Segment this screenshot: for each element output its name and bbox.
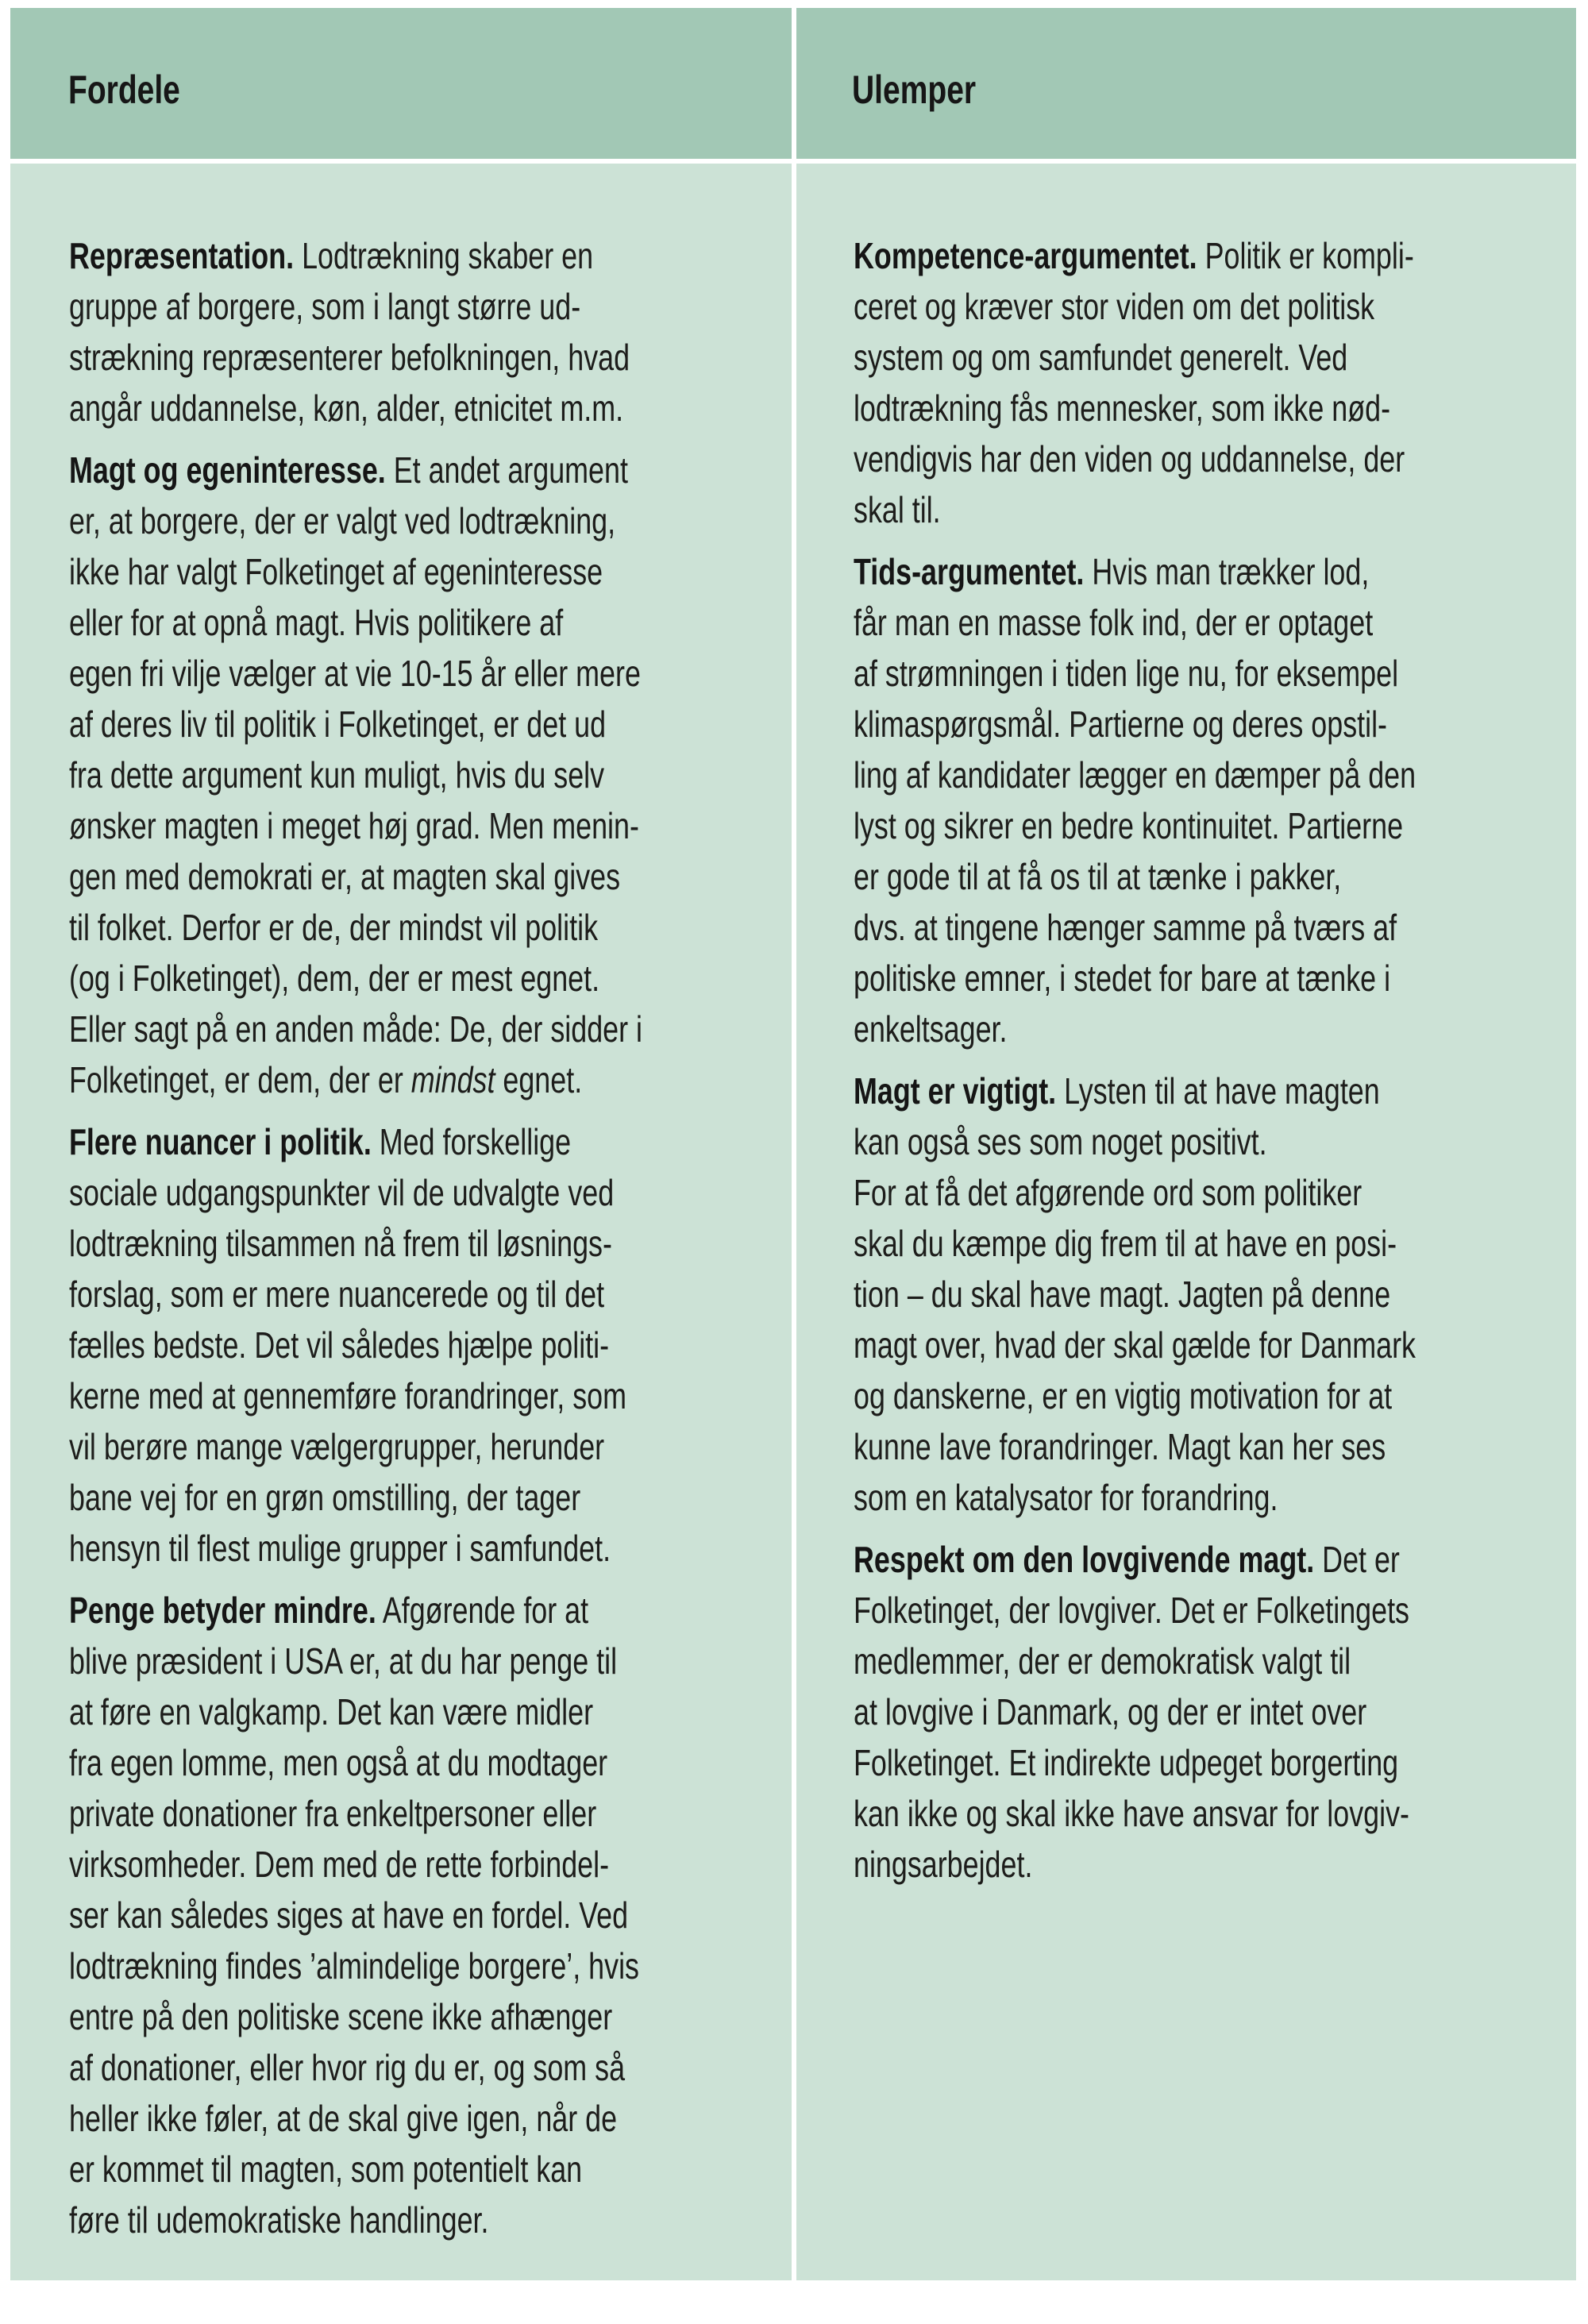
text-line (854, 902, 1416, 953)
argument-text: Politik er kompli- (1197, 235, 1414, 276)
argument-text: at føre en valgkamp. Det kan være midler (69, 1691, 594, 1732)
argument-title: Respekt om den lovgivende magt. (854, 1539, 1315, 1580)
argument-text: Folketinget. Et indirekte udpeget borgerting (854, 1742, 1399, 1783)
text-line (69, 1054, 642, 1105)
text-line (854, 434, 1416, 484)
argument-text: system og om samfundet generelt. Ved (854, 337, 1348, 378)
argument-text: Et andet argument (385, 449, 628, 491)
text-line (69, 1218, 642, 1269)
text-line (854, 597, 1416, 648)
argument-text: lodtrækning tilsammen nå frem til løsnings- (69, 1223, 612, 1264)
cons-paragraphs (854, 230, 1575, 1901)
argument-text: angår uddannelse, køn, alder, etnicitet m.m. (69, 387, 624, 429)
body-cell-cons (796, 164, 1576, 2280)
argument-text: gruppe af borgere, som i langt større ud- (69, 286, 581, 327)
body-cell-pros (10, 164, 792, 2280)
argument-text: forslag, som er mere nuancerede og til det (69, 1274, 605, 1315)
argument-text: gen med demokrati er, at magten skal gives (69, 856, 621, 897)
text-line (69, 1636, 642, 1686)
text-line (854, 1534, 1416, 1585)
text-line (69, 750, 642, 800)
argument-text: ønsker magten i meget høj grad. Men menin- (69, 805, 639, 846)
argument-text: Eller sagt på en anden måde: De, der sidder i (69, 1008, 643, 1050)
argument-text: blive præsident i USA er, at du har penge til (69, 1640, 618, 1682)
text-line (69, 2144, 642, 2195)
argument-text: tion – du skal have magt. Jagten på denne (854, 1274, 1391, 1315)
argument-text: lodtrækning fås mennesker, som ikke nød- (854, 387, 1391, 429)
argument-paragraph (854, 1066, 1575, 1523)
text-line (854, 1116, 1416, 1167)
argument-text: lyst og sikrer en bedre kontinuitet. Partierne (854, 805, 1404, 846)
argument-text: Lodtrækning skaber en (294, 235, 594, 276)
argument-text: ling af kandidater lægger en dæmper på den (854, 754, 1416, 796)
argument-text: til folket. Derfor er de, der mindst vil politik (69, 907, 599, 948)
argument-text: fra egen lomme, men også at du modtager (69, 1742, 608, 1783)
text-line (69, 281, 642, 332)
text-line (69, 1523, 642, 1574)
argument-text: vil berøre mange vælgergrupper, herunder (69, 1426, 605, 1467)
text-line (854, 1066, 1416, 1116)
text-line (69, 1686, 642, 1737)
text-line (69, 1585, 642, 1636)
text-line (854, 1421, 1416, 1472)
argument-paragraph (69, 445, 804, 1105)
text-line (854, 953, 1416, 1004)
text-line (854, 1167, 1416, 1218)
argument-text: kan også ses som noget positivt. (854, 1121, 1267, 1162)
argument-text: af strømningen i tiden lige nu, for eksempel (854, 653, 1399, 694)
text-line (69, 1370, 642, 1421)
argument-text: klimaspørgsmål. Partierne og deres opstil- (854, 703, 1388, 745)
text-line (69, 902, 642, 953)
argument-text: ningsarbejdet. (854, 1844, 1033, 1885)
argument-title: Flere nuancer i politik. (69, 1121, 372, 1162)
argument-text: hensyn til flest mulige grupper i samfundet. (69, 1528, 611, 1569)
text-line (69, 1941, 642, 1991)
text-line (69, 2195, 642, 2245)
pros-cons-table (10, 8, 1576, 2280)
argument-text: eller for at opnå magt. Hvis politikere af (69, 602, 564, 643)
argument-text: ceret og kræver stor viden om det politisk (854, 286, 1375, 327)
argument-text: lodtrækning findes ’almindelige borgere’, hvis (69, 1945, 639, 1987)
text-line (69, 1839, 642, 1890)
text-line (69, 1167, 642, 1218)
text-line (854, 699, 1416, 750)
argument-text: kan ikke og skal ikke have ansvar for lovgiv- (854, 1793, 1409, 1834)
argument-text: enkeltsager. (854, 1008, 1008, 1050)
argument-text: private donationer fra enkeltpersoner eller (69, 1793, 597, 1834)
column-header-cons: Ulemper (852, 67, 977, 112)
text-line (69, 1421, 642, 1472)
text-line (854, 383, 1416, 434)
argument-text: ser kan således siges at have en fordel. Ved (69, 1894, 629, 1936)
argument-text: Med forskellige (371, 1121, 572, 1162)
argument-text: medlemmer, der er demokratisk valgt til (854, 1640, 1351, 1682)
text-line (854, 1737, 1416, 1788)
argument-title: Magt er vigtigt. (854, 1070, 1057, 1112)
argument-paragraph (854, 1534, 1575, 1890)
argument-paragraph (69, 230, 804, 434)
text-line (69, 383, 642, 434)
argument-text: Lysten til at have magten (1056, 1070, 1380, 1112)
argument-title: Penge betyder mindre. (69, 1590, 376, 1631)
argument-text: ikke har valgt Folketinget af egeninteresse (69, 551, 603, 592)
argument-text: bane vej for en grøn omstilling, der tager (69, 1477, 581, 1518)
text-line (854, 546, 1416, 597)
text-line (69, 597, 642, 648)
argument-text: skal du kæmpe dig frem til at have en posi- (854, 1223, 1397, 1264)
text-line (854, 1269, 1416, 1320)
text-line (69, 1991, 642, 2042)
argument-text: politiske emner, i stedet for bare at tænke i (854, 958, 1391, 999)
argument-text: Afgørende for at (376, 1590, 589, 1631)
text-line (69, 2042, 642, 2093)
argument-text: heller ikke føler, at de skal give igen, når de (69, 2098, 618, 2139)
argument-text: magt over, hvad der skal gælde for Danmark (854, 1324, 1416, 1366)
text-line (69, 699, 642, 750)
argument-text: Folketinget, er dem, der er (69, 1059, 411, 1100)
text-line (69, 648, 642, 699)
column-header-pros: Fordele (68, 67, 180, 112)
text-line (69, 495, 642, 546)
text-line (854, 484, 1416, 535)
argument-text: dvs. at tingene hænger samme på tværs af (854, 907, 1397, 948)
argument-title: Kompetence-argumentet. (854, 235, 1197, 276)
text-line (854, 1585, 1416, 1636)
argument-title: Repræsentation. (69, 235, 295, 276)
argument-text: skal til. (854, 489, 941, 530)
argument-text: fra dette argument kun muligt, hvis du selv (69, 754, 605, 796)
argument-text: kerne med at gennemføre forandringer, som (69, 1375, 627, 1416)
text-line (69, 1269, 642, 1320)
text-line (854, 1218, 1416, 1269)
argument-paragraph (854, 230, 1575, 535)
argument-text: egen fri vilje vælger at vie 10-15 år eller mere (69, 653, 641, 694)
text-line (69, 2093, 642, 2144)
text-line (69, 1116, 642, 1167)
text-line (69, 230, 642, 281)
text-line (854, 281, 1416, 332)
text-line (69, 1004, 642, 1054)
text-line (854, 800, 1416, 851)
argument-text: af donationer, eller hvor rig du er, og som så (69, 2047, 626, 2088)
argument-text: For at få det afgørende ord som politiker (854, 1172, 1363, 1213)
text-line (69, 800, 642, 851)
argument-text: Folketinget, der lovgiver. Det er Folketingets (854, 1590, 1410, 1631)
argument-text: mindst (410, 1059, 495, 1100)
argument-text: føre til udemokratiske handlinger. (69, 2199, 489, 2241)
argument-text: Hvis man trækker lod, (1084, 551, 1370, 592)
text-line (854, 1370, 1416, 1421)
text-line (69, 1320, 642, 1370)
text-line (854, 1636, 1416, 1686)
argument-text: af deres liv til politik i Folketinget, er det ud (69, 703, 607, 745)
argument-text: sociale udgangspunkter vil de udvalgte ved (69, 1172, 615, 1213)
argument-title: Tids-argumentet. (854, 551, 1085, 592)
header-cell-pros (10, 8, 792, 159)
text-line (69, 1890, 642, 1941)
argument-paragraph (69, 1585, 804, 2245)
argument-text: (og i Folketinget), dem, der er mest egnet. (69, 958, 600, 999)
text-line (69, 1737, 642, 1788)
argument-paragraph (69, 1116, 804, 1574)
argument-text: er, at borgere, der er valgt ved lodtrækning, (69, 500, 616, 541)
text-line (854, 851, 1416, 902)
argument-text: og danskerne, er en vigtig motivation for at (854, 1375, 1393, 1416)
text-line (854, 230, 1416, 281)
text-line (854, 1788, 1416, 1839)
text-line (854, 332, 1416, 383)
text-line (69, 445, 642, 495)
text-line (69, 953, 642, 1004)
text-line (69, 851, 642, 902)
text-line (854, 1320, 1416, 1370)
text-line (854, 1004, 1416, 1054)
text-line (854, 750, 1416, 800)
header-cell-cons (796, 8, 1576, 159)
argument-text: får man en masse folk ind, der er optaget (854, 602, 1374, 643)
argument-paragraph (854, 546, 1575, 1054)
text-line (69, 1472, 642, 1523)
argument-text: fælles bedste. Det vil således hjælpe politi- (69, 1324, 610, 1366)
argument-text: kunne lave forandringer. Magt kan her ses (854, 1426, 1386, 1467)
text-line (854, 1839, 1416, 1890)
argument-text: er kommet til magten, som potentielt kan (69, 2149, 583, 2190)
argument-text: som en katalysator for forandring. (854, 1477, 1278, 1518)
pros-paragraphs (69, 230, 804, 2257)
argument-text: egnet. (495, 1059, 583, 1100)
argument-text: entre på den politiske scene ikke afhænger (69, 1996, 613, 2037)
text-line (854, 1472, 1416, 1523)
text-line (854, 648, 1416, 699)
text-line (854, 1686, 1416, 1737)
text-line (69, 1788, 642, 1839)
text-line (69, 546, 642, 597)
text-line (69, 332, 642, 383)
argument-title: Magt og egeninteresse. (69, 449, 386, 491)
argument-text: vendigvis har den viden og uddannelse, der (854, 438, 1405, 480)
argument-text: Det er (1314, 1539, 1400, 1580)
argument-text: strækning repræsenterer befolkningen, hvad (69, 337, 630, 378)
argument-text: er gode til at få os til at tænke i pakker, (854, 856, 1342, 897)
argument-text: at lovgive i Danmark, og der er intet over (854, 1691, 1367, 1732)
argument-text: virksomheder. Dem med de rette forbindel- (69, 1844, 610, 1885)
